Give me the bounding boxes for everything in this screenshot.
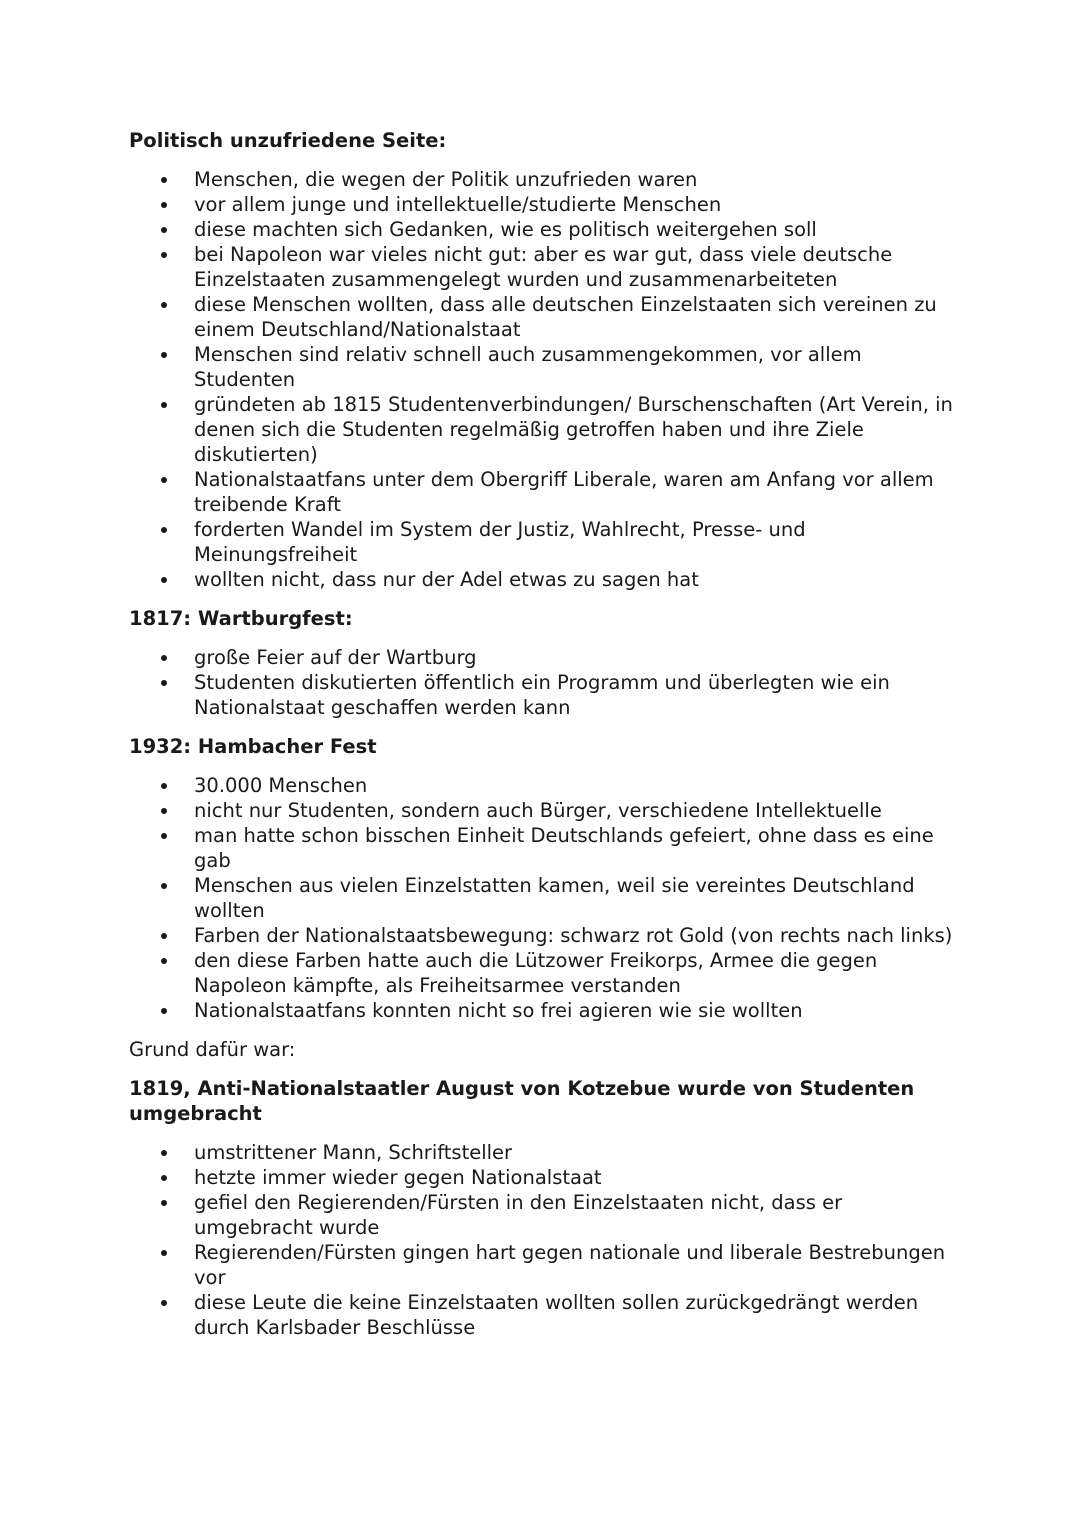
list-item: diese Leute die keine Einzelstaaten wollten sollen zurückgedrängt werden durch Karlsbader Beschlüsse [129,1290,959,1340]
list-item: Nationalstaatfans unter dem Obergriff Liberale, waren am Anfang vor allem treibende Kraft [129,467,959,517]
list-item: hetzte immer wieder gegen Nationalstaat [129,1165,959,1190]
section-heading: 1817: Wartburgfest: [129,607,353,630]
list-item: bei Napoleon war vieles nicht gut: aber es war gut, dass viele deutsche Einzelstaaten zusammengelegt wurden und zusammenarbeiteten [129,242,959,292]
list-item: Farben der Nationalstaatsbewegung: schwarz rot Gold (von rechts nach links) [129,923,959,948]
list-item: forderten Wandel im System der Justiz, Wahlrecht, Presse- und Meinungsfreiheit [129,517,959,567]
list-item: nicht nur Studenten, sondern auch Bürger, verschiedene Intellektuelle [129,798,959,823]
list-item: man hatte schon bisschen Einheit Deutschlands gefeiert, ohne dass es eine gab [129,823,959,873]
bullet-list [129,167,959,592]
list-item: Regierenden/Fürsten gingen hart gegen nationale und liberale Bestrebungen vor [129,1240,959,1290]
bullet-list [129,645,959,720]
list-item: 30.000 Menschen [129,773,959,798]
list-item: wollten nicht, dass nur der Adel etwas zu sagen hat [129,567,959,592]
section-heading: Politisch unzufriedene Seite: [129,129,447,152]
spacer [129,1062,959,1076]
section-heading: 1819, Anti-Nationalstaatler August von Kotzebue wurde von Studenten umgebracht [129,1077,915,1125]
list-item: Menschen sind relativ schnell auch zusammengekommen, vor allem Studenten [129,342,959,392]
reason-line: Grund dafür war: [129,1038,296,1061]
section-politisch-unzufrieden [129,128,959,592]
list-item: umstrittener Mann, Schriftsteller [129,1140,959,1165]
list-item: diese machten sich Gedanken, wie es politisch weitergehen soll [129,217,959,242]
list-item: Menschen, die wegen der Politik unzufrieden waren [129,167,959,192]
list-item: diese Menschen wollten, dass alle deutschen Einzelstaaten sich vereinen zu einem Deutschland/Nationalstaat [129,292,959,342]
list-item: Menschen aus vielen Einzelstatten kamen, weil sie vereintes Deutschland wollten [129,873,959,923]
section-wartburgfest [129,606,959,720]
section-kotzebue [129,1076,959,1340]
list-item: den diese Farben hatte auch die Lützower Freikorps, Armee die gegen Napoleon kämpfte, als Freiheitsarmee verstanden [129,948,959,998]
document-page [129,128,959,1354]
list-item: vor allem junge und intellektuelle/studierte Menschen [129,192,959,217]
section-heading: 1932: Hambacher Fest [129,735,377,758]
list-item: Studenten diskutierten öffentlich ein Programm und überlegten wie ein Nationalstaat geschaffen werden kann [129,670,959,720]
bullet-list [129,773,959,1023]
list-item: große Feier auf der Wartburg [129,645,959,670]
list-item: gefiel den Regierenden/Fürsten in den Einzelstaaten nicht, dass er umgebracht wurde [129,1190,959,1240]
section-hambacher-fest [129,734,959,1023]
list-item: gründeten ab 1815 Studentenverbindungen/ Burschenschaften (Art Verein, in denen sich die Studenten regelmäßig getroffen haben und ihre Ziele diskutierten) [129,392,959,467]
bullet-list [129,1140,959,1340]
list-item: Nationalstaatfans konnten nicht so frei agieren wie sie wollten [129,998,959,1023]
